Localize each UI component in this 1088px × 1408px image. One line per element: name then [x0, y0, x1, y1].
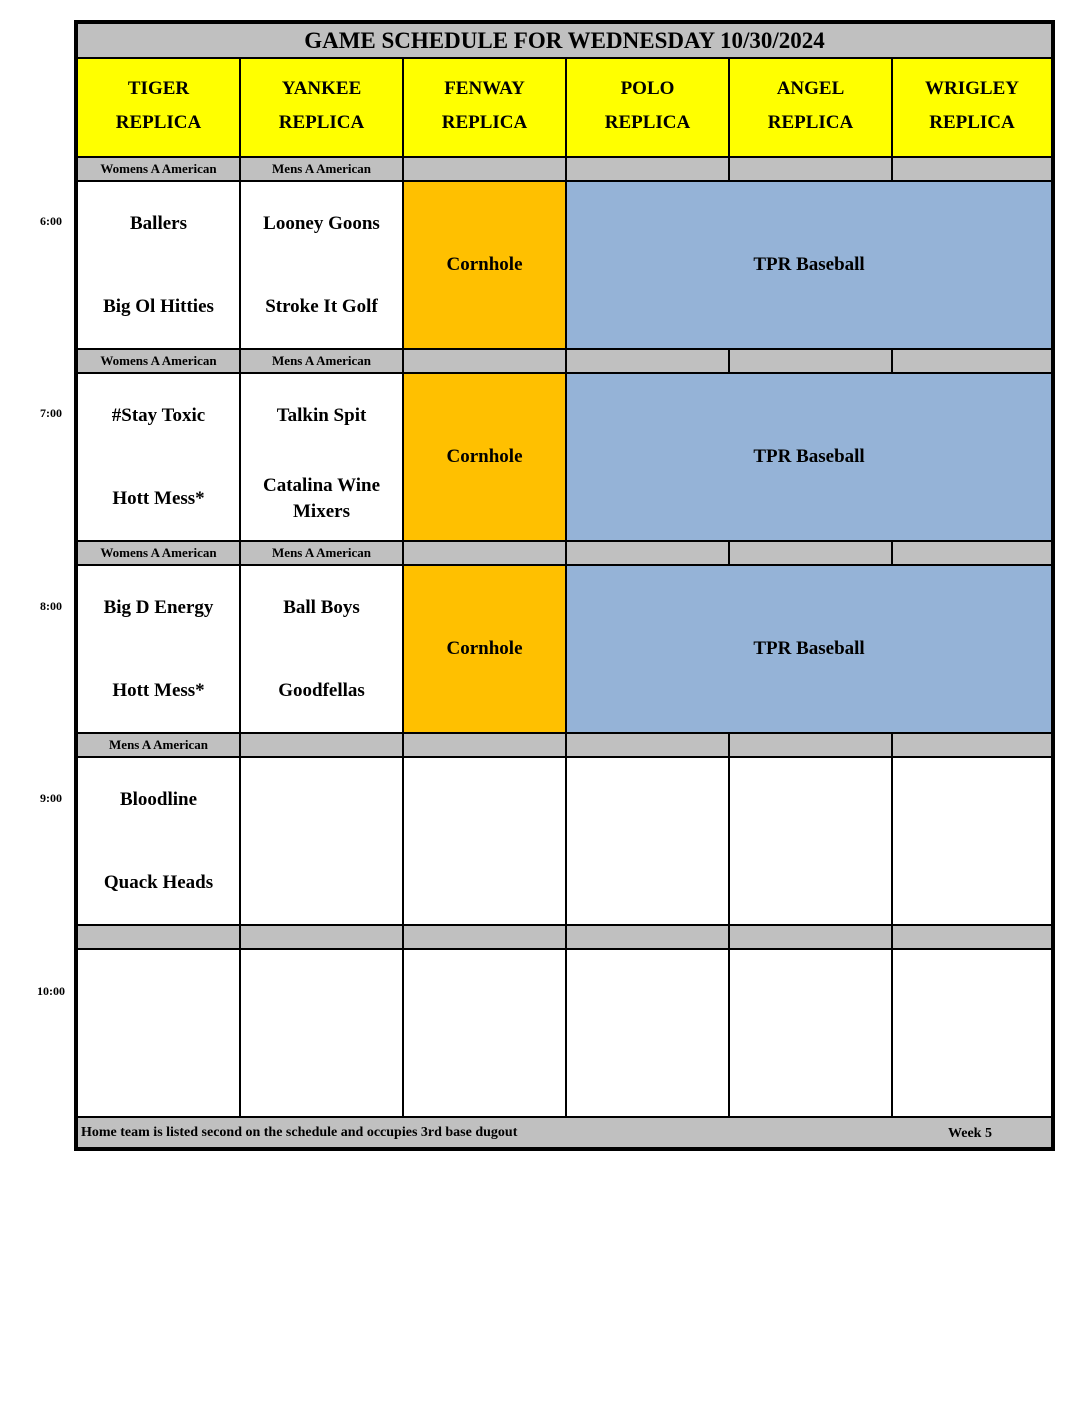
division-label — [892, 925, 1052, 949]
team-name: Ballers — [130, 212, 187, 234]
division-label — [729, 541, 892, 565]
empty-cell — [892, 757, 1052, 925]
division-label — [729, 349, 892, 373]
game-cell — [77, 757, 240, 925]
division-label — [240, 733, 403, 757]
field-name: TIGER — [127, 77, 190, 99]
week-label: Week 5 — [948, 1126, 992, 1141]
field-type: REPLICA — [767, 112, 854, 134]
division-label: Womens A American — [77, 157, 240, 181]
time-label: 7:00 — [40, 406, 62, 420]
empty-cell — [77, 949, 240, 1117]
division-label — [240, 925, 403, 949]
division-label — [729, 733, 892, 757]
division-label — [403, 349, 566, 373]
field-header-angel — [729, 58, 892, 157]
empty-cell — [729, 949, 892, 1117]
team-name: Big D Energy — [103, 596, 214, 618]
division-label — [566, 349, 729, 373]
team-name: Ball Boys — [283, 596, 360, 618]
team-name: Catalina Wine Mixers — [262, 474, 380, 522]
division-label: Womens A American — [77, 541, 240, 565]
empty-cell — [403, 757, 566, 925]
division-label — [892, 157, 1052, 181]
team-name: Bloodline — [119, 788, 198, 810]
division-label: Womens A American — [77, 349, 240, 373]
empty-cell — [566, 949, 729, 1117]
field-header-polo — [566, 58, 729, 157]
division-label — [566, 733, 729, 757]
baseball-event: TPR Baseball — [566, 565, 1052, 733]
team-name: Goodfellas — [278, 679, 365, 701]
division-label — [403, 157, 566, 181]
division-label: Mens A American — [240, 349, 403, 373]
cornhole-event: Cornhole — [403, 181, 566, 349]
time-label: 9:00 — [40, 791, 62, 805]
field-type: REPLICA — [115, 112, 202, 134]
time-label: 10:00 — [37, 984, 65, 998]
team-name: Talkin Spit — [276, 404, 367, 426]
division-label — [566, 925, 729, 949]
division-label — [729, 157, 892, 181]
field-header-yankee — [240, 58, 403, 157]
time-label: 6:00 — [40, 214, 62, 228]
field-type: REPLICA — [278, 112, 365, 134]
empty-cell — [566, 757, 729, 925]
team-name: Quack Heads — [103, 871, 214, 893]
game-cell — [240, 565, 403, 733]
division-label — [566, 157, 729, 181]
field-header-tiger — [77, 58, 240, 157]
division-label: Mens A American — [240, 157, 403, 181]
empty-cell — [892, 949, 1052, 1117]
game-cell — [77, 373, 240, 541]
baseball-event: TPR Baseball — [566, 373, 1052, 541]
field-header-wrigley — [892, 58, 1052, 157]
division-label — [892, 349, 1052, 373]
division-label — [892, 541, 1052, 565]
field-header-fenway — [403, 58, 566, 157]
division-label: Mens A American — [240, 541, 403, 565]
field-name: FENWAY — [444, 77, 525, 99]
schedule-title: GAME SCHEDULE FOR WEDNESDAY 10/30/2024 — [77, 23, 1052, 58]
team-name: #Stay Toxic — [111, 404, 206, 426]
time-label: 8:00 — [40, 599, 62, 613]
empty-cell — [240, 757, 403, 925]
team-name: Hott Mess* — [112, 487, 205, 509]
team-name: Hott Mess* — [112, 679, 205, 701]
field-name: YANKEE — [281, 77, 362, 99]
field-type: REPLICA — [604, 112, 691, 134]
game-cell — [77, 565, 240, 733]
field-name: ANGEL — [776, 77, 845, 99]
footer-note: Home team is listed second on the schedule and occupies 3rd base dugout — [77, 1117, 1052, 1148]
division-label — [403, 733, 566, 757]
team-name: Stroke It Golf — [265, 295, 378, 317]
division-label — [403, 925, 566, 949]
cornhole-event: Cornhole — [403, 373, 566, 541]
field-type: REPLICA — [441, 112, 528, 134]
cornhole-event: Cornhole — [403, 565, 566, 733]
division-label — [403, 541, 566, 565]
game-cell — [77, 181, 240, 349]
empty-cell — [403, 949, 566, 1117]
team-name: Looney Goons — [263, 212, 380, 234]
division-label: Mens A American — [77, 733, 240, 757]
game-cell — [240, 181, 403, 349]
field-name: WRIGLEY — [925, 77, 1019, 99]
empty-cell — [729, 757, 892, 925]
empty-cell — [240, 949, 403, 1117]
field-type: REPLICA — [929, 112, 1015, 134]
division-label — [77, 925, 240, 949]
schedule-table — [74, 20, 1055, 1151]
division-label — [729, 925, 892, 949]
team-name: Big Ol Hitties — [103, 295, 214, 317]
game-cell — [240, 373, 403, 541]
baseball-event: TPR Baseball — [566, 181, 1052, 349]
division-label — [566, 541, 729, 565]
division-label — [892, 733, 1052, 757]
field-name: POLO — [620, 77, 675, 99]
